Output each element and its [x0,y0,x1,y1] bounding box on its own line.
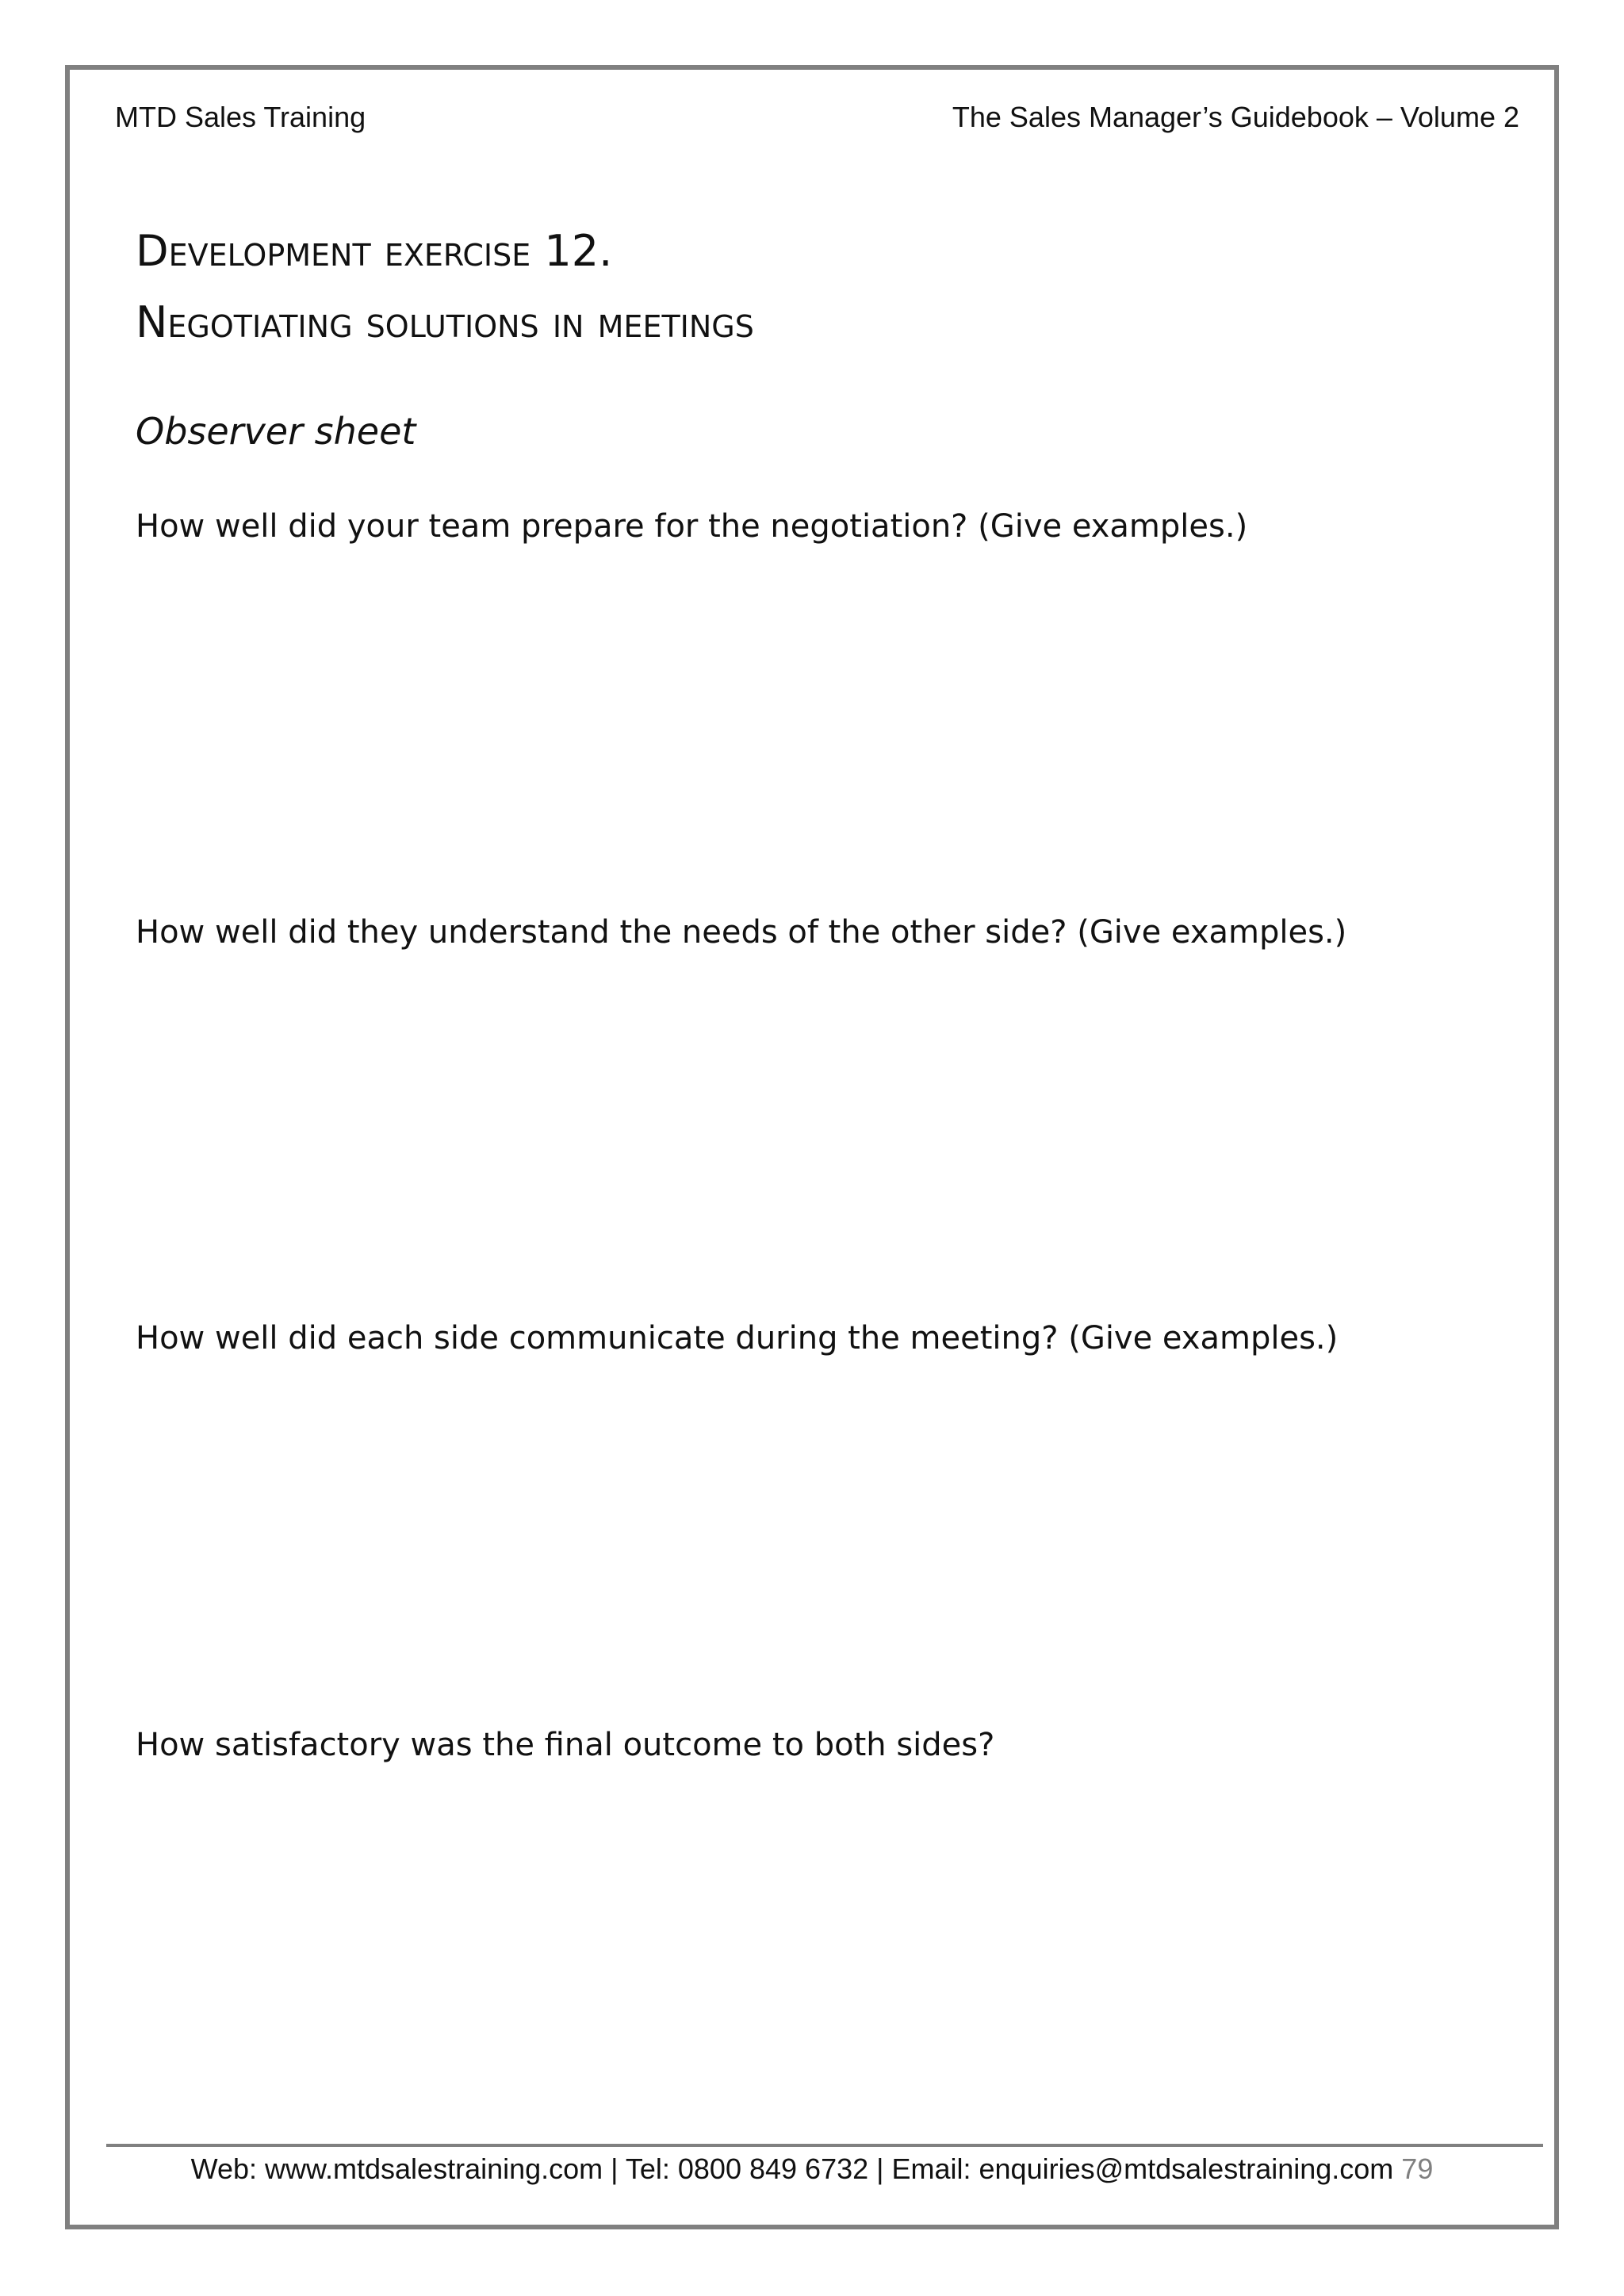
header-publisher: MTD Sales Training [115,101,366,133]
footer [0,2150,1624,2188]
footer-divider [106,2144,1543,2147]
question-4: How satisfactory was the final outcome to both sides? [136,1727,995,1763]
answer-area-3[interactable] [136,1367,1484,1716]
exercise-title [136,216,754,358]
header-book-title: The Sales Manager’s Guidebook – Volume 2 [952,101,1519,133]
answer-area-4[interactable] [136,1774,1484,2122]
page-number: 79 [1401,2152,1434,2185]
question-1: How well did your team prepare for the negotiation? (Give examples.) [136,508,1248,545]
exercise-title-line-2: Negotiating solutions in meetings [136,297,754,347]
question-2: How well did they understand the needs of the other side? (Give examples.) [136,914,1347,951]
question-3: How well did each side communicate during the meeting? (Give examples.) [136,1320,1339,1357]
sheet-subtitle: Observer sheet [136,410,416,453]
footer-contact: Web: www.mtdsalestraining.com | Tel: 0800 849 6732 | Email: enquiries@mtdsalestraining.com [190,2152,1394,2185]
answer-area-2[interactable] [136,961,1484,1310]
answer-area-1[interactable] [136,555,1484,904]
exercise-title-line-1: Development exercise 12. [136,226,613,276]
